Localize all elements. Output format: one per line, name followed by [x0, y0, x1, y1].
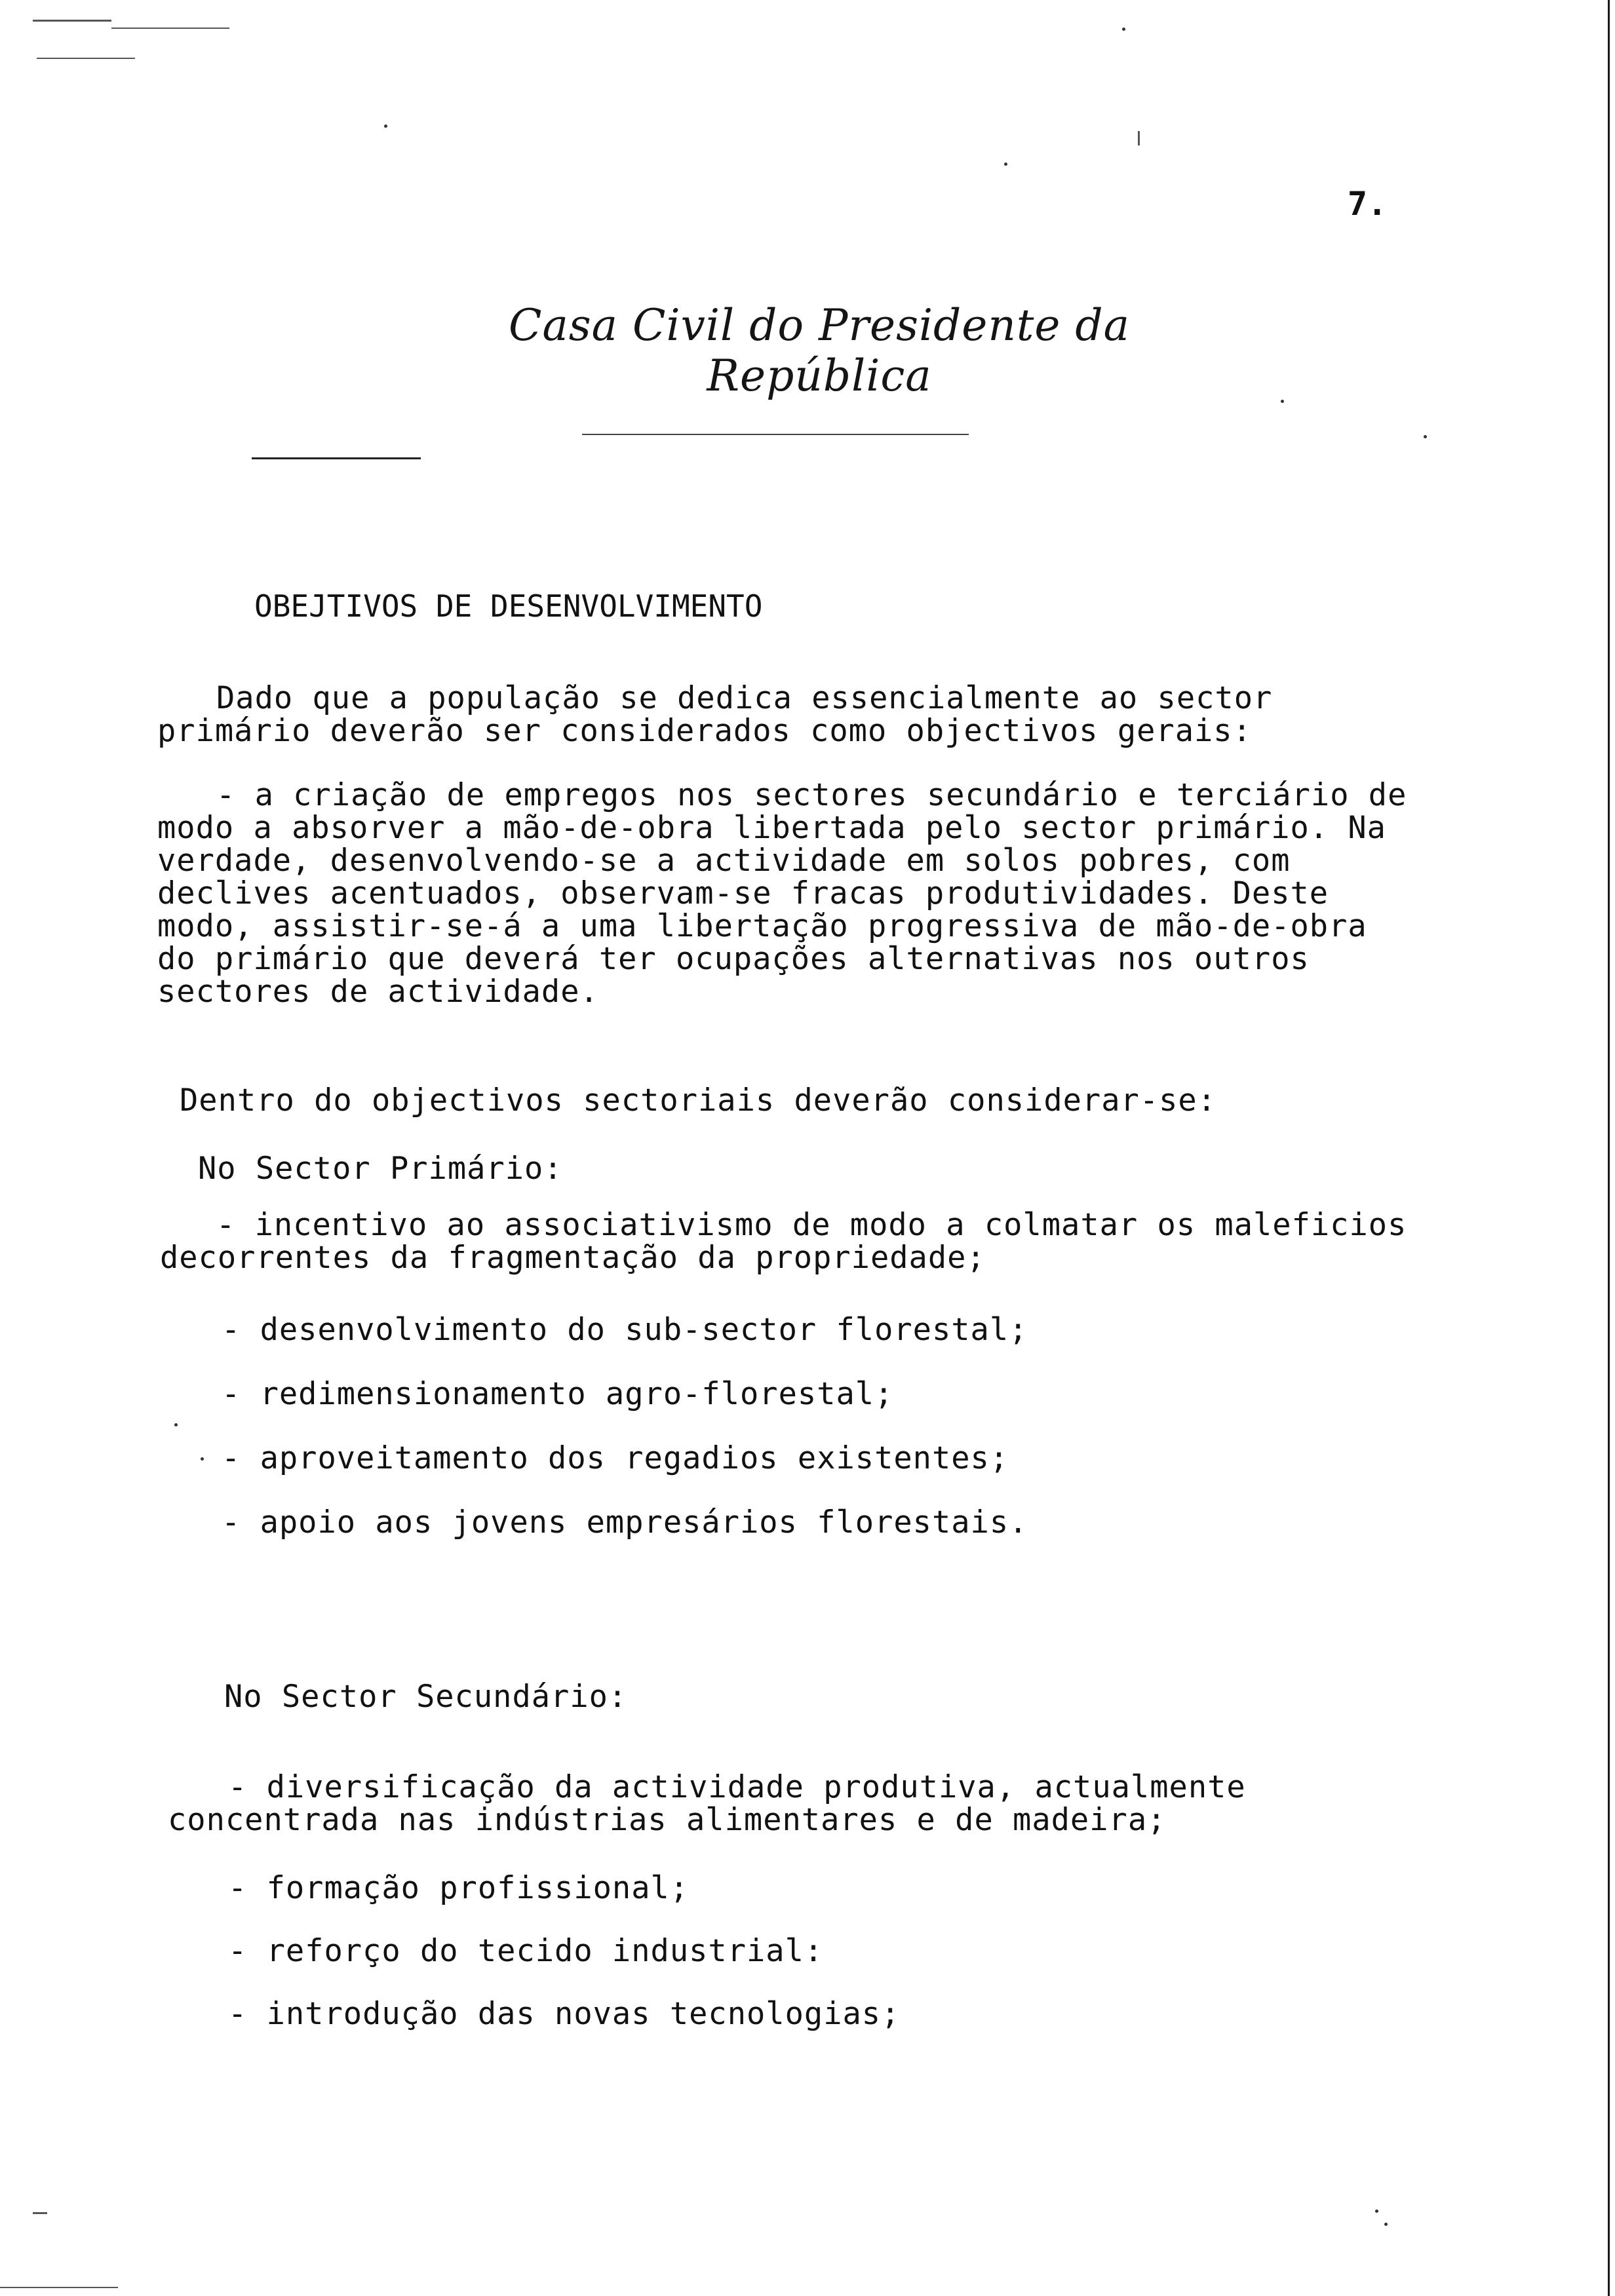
scan-mark: [1138, 131, 1140, 145]
letterhead: Casa Civil do Presidente da República: [508, 300, 1131, 401]
scan-speck: [1122, 28, 1125, 31]
scan-speck: [1004, 163, 1007, 166]
primary-item: - aproveitamento dos regadios existentes;: [222, 1440, 1009, 1476]
scan-speck: [1384, 2223, 1388, 2226]
general-objective-line-4: declives acentuados, observam-se fracas produtividades. Deste: [157, 875, 1329, 911]
secondary-item-1-line-2: concentrada nas indústrias alimentares e de madeira;: [168, 1802, 1167, 1838]
general-objective-line-1: - a criação de empregos nos sectores secundário e terciário de: [216, 777, 1407, 813]
general-objective-line-5: modo, assistir-se-á a uma libertação progressiva de mão-de-obra: [157, 908, 1367, 944]
scan-speck: [1424, 435, 1427, 438]
primary-heading: No Sector Primário:: [198, 1151, 563, 1187]
page-number: 7.: [1348, 185, 1388, 223]
primary-item: - apoio aos jovens empresários florestais.: [222, 1504, 1028, 1540]
secondary-item-1-line-1: - diversificação da actividade produtiva, actualmente: [228, 1769, 1246, 1805]
scan-mark: [33, 2212, 47, 2214]
secondary-item: - formação profissional;: [228, 1870, 690, 1906]
secondary-item: - reforço do tecido industrial:: [228, 1933, 824, 1969]
scan-speck: [384, 124, 387, 128]
general-objective-line-3: verdade, desenvolvendo-se a actividade em solos pobres, com: [157, 843, 1291, 879]
scan-mark: [111, 28, 229, 29]
scan-mark: [0, 2287, 118, 2288]
letterhead-rule-right: [582, 434, 969, 435]
secondary-heading: No Sector Secundário:: [224, 1679, 628, 1715]
scan-speck: [1281, 400, 1284, 403]
primary-item: - redimensionamento agro-florestal;: [222, 1376, 894, 1412]
primary-item-1-line-2: decorrentes da fragmentação da propriedade;: [160, 1240, 986, 1276]
primary-item: - desenvolvimento do sub-sector florestal;: [222, 1312, 1028, 1348]
scan-speck: [174, 1423, 178, 1426]
general-objective-line-7: sectores de actividade.: [157, 974, 599, 1010]
page-edge: [1608, 0, 1610, 2296]
section-heading: OBEJTIVOS DE DESENVOLVIMENTO: [254, 588, 763, 624]
primary-item-1-line-1: - incentivo ao associativismo de modo a colmatar os maleficios: [216, 1207, 1407, 1243]
intro-line-2: primário deverão ser considerados como objectivos gerais:: [157, 713, 1252, 749]
general-objective-line-6: do primário que deverá ter ocupações alternativas nos outros: [157, 941, 1310, 977]
letterhead-rule-left: [252, 457, 421, 459]
general-objective-line-2: modo a absorver a mão-de-obra libertada pelo sector primário. Na: [157, 810, 1386, 846]
secondary-item: - introdução das novas tecnologias;: [228, 1996, 901, 2032]
scan-speck: [201, 1457, 204, 1461]
scan-mark: [37, 58, 135, 59]
intro-line-1: Dado que a população se dedica essencialmente ao sector: [216, 680, 1273, 716]
scan-mark: [33, 20, 111, 22]
sectoral-intro: Dentro do objectivos sectoriais deverão considerar-se:: [180, 1082, 1217, 1119]
scan-speck: [1375, 2210, 1378, 2213]
